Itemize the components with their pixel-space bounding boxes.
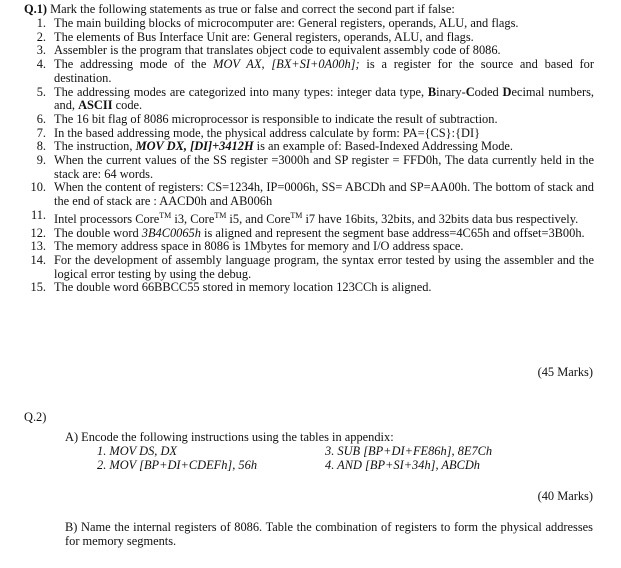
statement-3	[24, 44, 594, 58]
question-2b-text: B) Name the internal registers of 8086. Table the combination of registers to form the physical addresses for memory segments.	[65, 520, 593, 548]
question-2-heading: Q.2)	[24, 410, 47, 424]
statement-number: 13.	[30, 239, 46, 254]
instruction-1: 1. MOV DS, DX	[97, 444, 177, 458]
statement-number: 5.	[36, 84, 46, 99]
question-1-statements	[24, 17, 594, 295]
statement-13	[24, 240, 594, 254]
statement-text: For the development of assembly language program, the syntax error tested by using the assembler and the logical error testing by using the debug.	[54, 253, 594, 281]
statement-text: The double word 3B4C0065h is aligned and represent the segment base address=4C65h and offset=3B00h.	[54, 225, 585, 240]
statement-5	[24, 86, 594, 113]
statement-number: 2.	[36, 29, 46, 44]
question-2a-text: A) Encode the following instructions using the tables in appendix:	[65, 430, 394, 444]
statement-text: Intel processors Core™ i3, Core™ i5, and Core™ i7 have 16bits, 32bits, and 32bits data bus respectively.	[54, 210, 579, 226]
statement-number: 12.	[30, 225, 46, 240]
statement-number: 3.	[36, 43, 46, 58]
statement-8	[24, 140, 594, 154]
statement-number: 7.	[36, 125, 46, 140]
statement-text: When the content of registers: CS=1234h, IP=0006h, SS= ABCDh and SP=AA00h. The bottom of stack and the end of stack are : AACD0h and AB006h	[54, 180, 594, 209]
statement-text: The addressing modes are categorized into many types: integer data type, Binary-Coded Decimal numbers, and, ASCII code.	[54, 84, 594, 113]
instruction-4: 4. AND [BP+SI+34h], ABCDh	[325, 458, 480, 472]
question-1-heading	[24, 3, 455, 17]
statement-number: 9.	[36, 153, 46, 168]
question-2-marks: (40 Marks)	[537, 489, 593, 503]
statement-1	[24, 17, 594, 31]
statement-text: In the based addressing mode, the physical address calculate by form: PA={CS}:{DI}	[54, 125, 481, 140]
statement-text: The instruction, MOV DX, [DI]+3412H is an example of: Based-Indexed Addressing Mode.	[54, 139, 514, 154]
statement-number: 6.	[36, 111, 46, 126]
question-1-instruction: Mark the following statements as true or false and correct the second part if false:	[47, 2, 455, 16]
statement-15	[24, 281, 594, 295]
statement-6	[24, 113, 594, 127]
statement-number: 4.	[36, 57, 46, 72]
statement-text: The memory address space in 8086 is 1Mbytes for memory and I/O address space.	[54, 239, 464, 254]
statement-number: 14.	[30, 253, 46, 268]
statement-text: The double word 66BBCC55 stored in memory location 123CCh is aligned.	[54, 280, 432, 295]
statement-4	[24, 58, 594, 85]
statement-text: Assembler is the program that translates object code to equivalent assembly code of 8086.	[54, 43, 501, 58]
statement-14	[24, 254, 594, 281]
statement-text: When the current values of the SS register =3000h and SP register = FFD0h, The data currently held in the stack are: 64 words.	[54, 153, 594, 181]
statement-12	[24, 227, 594, 241]
statement-text: The 16 bit flag of 8086 microprocessor is responsible to indicate the result of subtraction.	[54, 111, 498, 126]
question-1-label: Q.1)	[24, 2, 48, 16]
statement-number: 1.	[36, 16, 46, 30]
statement-10	[24, 181, 594, 208]
statement-number: 8.	[36, 139, 46, 154]
statement-2	[24, 31, 594, 45]
statement-number: 10.	[30, 180, 46, 195]
instruction-3: 3. SUB [BP+DI+FE86h], 8E7Ch	[325, 444, 493, 458]
statement-text: The elements of Bus Interface Unit are: General registers, operands, ALU, and flags.	[54, 29, 474, 44]
statement-7	[24, 127, 594, 141]
statement-number: 11.	[30, 207, 46, 222]
statement-text: The addressing mode of the MOV AX, [BX+SI+0A00h]; is a register for the source and based for destination.	[54, 57, 595, 85]
instruction-2: 2. MOV [BP+DI+CDEFh], 56h	[97, 458, 258, 472]
question-1-marks: (45 Marks)	[537, 365, 593, 379]
statement-11	[24, 209, 594, 227]
statement-number: 15.	[30, 280, 46, 295]
statement-text: The main building blocks of microcomputer are: General registers, operands, ALU, and flags.	[54, 16, 519, 30]
statement-9	[24, 154, 594, 181]
